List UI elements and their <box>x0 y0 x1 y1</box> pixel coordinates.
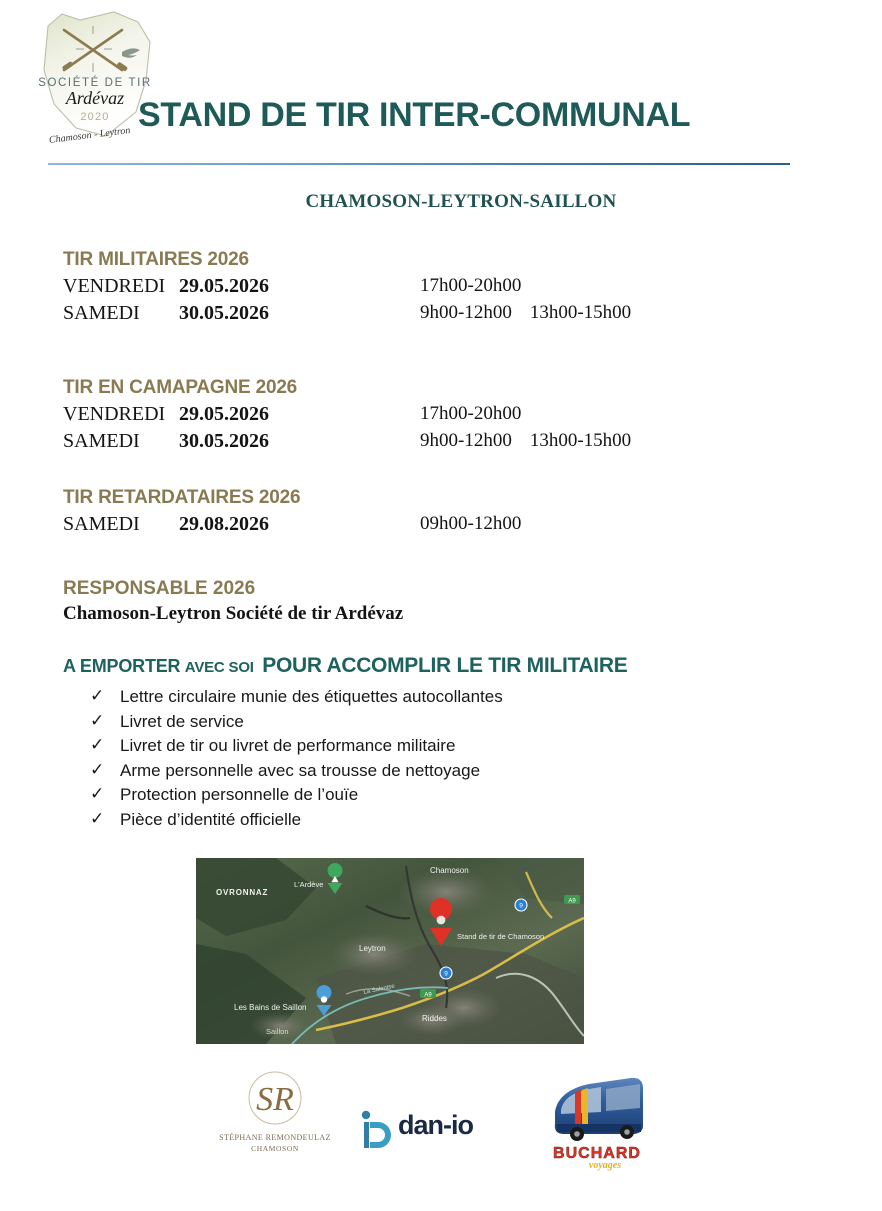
check-icon: ✓ <box>90 784 105 804</box>
list-item <box>90 687 843 712</box>
list-item <box>90 761 843 786</box>
schedule-section-campagne <box>63 377 823 457</box>
map-label-chamoson: Chamoson <box>430 866 469 875</box>
list-item <box>90 712 843 737</box>
check-icon: ✓ <box>90 686 105 706</box>
page-subtitle: CHAMOSON-LEYTRON-SAILLON <box>305 191 617 212</box>
map-label-bains-de-saillon: Les Bains de Saillon <box>234 1003 307 1012</box>
schedule-time-1: 9h00-12h00 <box>420 302 512 323</box>
list-item-label: Pièce d’identité officielle <box>120 809 302 829</box>
schedule-time-2: 13h00-15h00 <box>529 430 632 451</box>
logo-org-line: SOCIÉTÉ DE TIR <box>38 77 152 89</box>
map-route-badge-upper <box>515 899 527 911</box>
map-route-badge-lower <box>440 967 452 979</box>
schedule-date: 29.05.2026 <box>179 403 269 425</box>
list-item <box>90 810 843 835</box>
check-icon: ✓ <box>90 735 105 755</box>
schedule-times <box>420 302 631 324</box>
map-label-saillon: Saillon <box>266 1027 289 1036</box>
schedule-times <box>420 275 539 297</box>
schedule-section-military <box>63 249 823 329</box>
schedule-time-2: 13h00-15h00 <box>529 302 632 323</box>
list-item-label: Protection personnelle de l’ouïe <box>120 785 359 804</box>
responsable-title: RESPONSABLE 2026 <box>63 578 256 599</box>
list-item <box>90 785 843 810</box>
responsable-name: Chamoson-Leytron Société de tir Ardévaz <box>63 603 404 624</box>
schedule-time-1: 17h00-20h00 <box>420 275 522 296</box>
sponsor-remondeulaz-monogram-icon <box>215 1068 335 1132</box>
map-label-stand-de-tir: Stand de tir de Chamoson <box>457 932 545 941</box>
sponsor-danio-wordmark: dan-io <box>398 1110 473 1140</box>
schedule-section-retardataires <box>63 487 823 540</box>
sponsor-remondeulaz-line1: STÉPHANE REMONDEULAZ <box>219 1133 331 1142</box>
sponsor-remondeulaz-line2: CHAMOSON <box>251 1144 299 1153</box>
schedule-row <box>63 430 823 457</box>
logo-footer-script: Chamoson - Leytron <box>48 125 131 146</box>
schedule-row <box>63 513 823 540</box>
poster-header <box>0 0 882 212</box>
list-item-label: Livret de service <box>120 711 244 731</box>
section-title: TIR MILITAIRES 2026 <box>63 249 249 270</box>
check-icon: ✓ <box>90 710 105 731</box>
svg-text:SR: SR <box>256 1081 294 1118</box>
svg-text:9: 9 <box>519 902 523 910</box>
schedule-day: VENDREDI <box>63 403 166 425</box>
list-item-label: Lettre circulaire munie des étiquettes autocollantes <box>120 687 503 706</box>
list-item <box>90 736 843 761</box>
logo-script-name: Ardévaz <box>65 88 125 108</box>
svg-text:A9: A9 <box>568 898 576 905</box>
schedule-row <box>63 302 823 329</box>
check-icon: ✓ <box>90 759 105 780</box>
logo-year: 2020 <box>80 111 110 123</box>
map-label-leytron: Leytron <box>359 944 386 953</box>
sponsor-buchard-wordmark: BUCHARD <box>553 1145 641 1162</box>
bring-checklist <box>90 687 843 834</box>
sponsor-buchard-subword: voyages <box>588 1160 622 1171</box>
bring-heading <box>63 655 843 676</box>
map-road-shield-a9 <box>420 989 436 998</box>
map-label-river: La Salentse <box>363 983 396 996</box>
bring-heading-part1: A EMPORTER <box>63 656 181 676</box>
schedule-day: SAMEDI <box>63 430 140 452</box>
schedule-times <box>420 403 539 425</box>
list-item-label: Arme personnelle avec sa trousse de nettoyage <box>120 760 481 780</box>
schedule-time-1: 09h00-12h00 <box>420 513 522 534</box>
schedule-time-1: 17h00-20h00 <box>420 403 522 424</box>
map-label-riddes: Riddes <box>422 1014 447 1023</box>
map-satellite-image <box>196 858 584 1044</box>
schedule-date: 30.05.2026 <box>179 430 269 452</box>
page-title: STAND DE TIR INTER-COMMUNAL <box>138 96 691 134</box>
map-road-shield-a9-right <box>564 895 580 904</box>
schedule-date: 29.08.2026 <box>179 513 269 535</box>
responsable-section <box>63 578 823 625</box>
bring-heading-part3: POUR ACCOMPLIR LE TIR MILITAIRE <box>262 654 628 677</box>
sponsor-buchard-bus-icon <box>543 1068 651 1174</box>
list-item-label: Livret de tir ou livret de performance militaire <box>120 736 456 755</box>
sponsor-remondeulaz-caption <box>215 1132 335 1154</box>
sponsor-danio <box>356 1108 486 1158</box>
sponsor-buchard <box>543 1068 651 1174</box>
location-map <box>196 858 584 1044</box>
svg-text:A9: A9 <box>424 992 432 999</box>
check-icon: ✓ <box>90 808 105 829</box>
schedule-date: 29.05.2026 <box>179 275 269 297</box>
header-divider <box>48 163 790 165</box>
section-title: TIR EN CAMAPAGNE 2026 <box>63 377 298 398</box>
schedule-row <box>63 275 823 302</box>
schedule-time-1: 9h00-12h00 <box>420 430 512 451</box>
schedule-day: VENDREDI <box>63 275 166 297</box>
schedule-date: 30.05.2026 <box>179 302 269 324</box>
section-title: TIR RETARDATAIRES 2026 <box>63 487 301 508</box>
bring-heading-part2: AVEC SOI <box>184 659 254 676</box>
schedule-day: SAMEDI <box>63 302 140 324</box>
sponsor-logos <box>0 1060 882 1180</box>
sponsor-danio-monogram-icon <box>356 1108 396 1154</box>
map-label-ardeve: L'Ardève <box>294 880 324 889</box>
map-label-ovronnaz: OVRONNAZ <box>216 888 269 897</box>
schedule-row <box>63 403 823 430</box>
schedule-times <box>420 430 631 452</box>
bring-section <box>63 655 843 850</box>
schedule-day: SAMEDI <box>63 513 140 535</box>
schedule-times <box>420 513 521 535</box>
sponsor-remondeulaz <box>215 1068 335 1178</box>
svg-text:9: 9 <box>444 970 448 978</box>
